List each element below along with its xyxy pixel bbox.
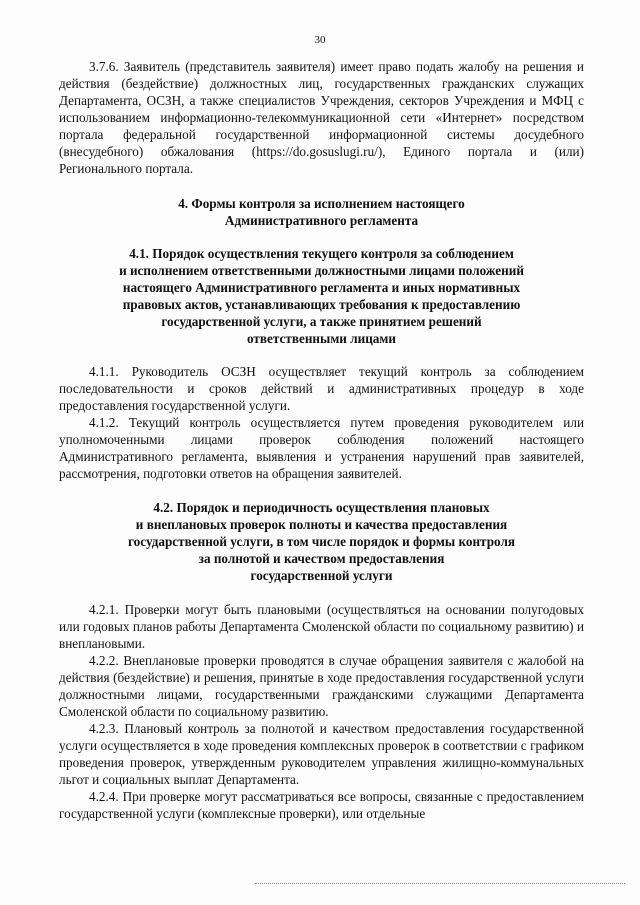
section-4-heading-line: Административного регламента bbox=[224, 213, 419, 228]
section-4-1-heading-line: настоящего Административного регламента и иных нормативных bbox=[122, 280, 521, 295]
paragraph-4-2-1: 4.2.1. Проверки могут быть плановыми (осуществляться на основании полугодовых или годовых планов работы Департамента Смоленской области по социальному развитию) и внеплановыми. bbox=[59, 602, 584, 651]
paragraph-4-2-2: 4.2.2. Внеплановые проверки проводятся в случае обращения заявителя с жалобой на действия (бездействие) и решения, принятые в ходе предоставления государственной услуги должностными лицами, государственными гражданскими служащими Департамента Смоленской области по социальному развитию. bbox=[59, 653, 584, 719]
section-4-2-heading-line: и внеплановых проверок полноты и качества предоставления bbox=[135, 517, 508, 532]
page-number: 30 bbox=[314, 34, 326, 46]
paragraph-4-1-1: 4.1.1. Руководитель ОСЗН осуществляет текущий контроль за соблюдением последовательности и сроков действий и административных процедур в ходе предоставления государственной услуги. bbox=[59, 364, 584, 413]
section-4-1-heading-line: государственной услуги, а также принятием решений bbox=[161, 314, 482, 329]
document-body bbox=[59, 58, 584, 822]
section-4-2-heading-line: государственной услуги, в том числе порядок и формы контроля bbox=[128, 534, 515, 549]
section-4-1-heading bbox=[59, 245, 584, 347]
paragraph-4-2-3: 4.2.3. Плановый контроль за полнотой и качеством предоставления государственной услуги осуществляется в ходе проведения комплексных проверок в соответствии с графиком проведения проверок, утвержденным руководителем управления жилищно-коммунальных льгот и социальных выплат Департамента. bbox=[59, 721, 584, 787]
section-4-2-heading-line: 4.2. Порядок и периодичность осуществления плановых bbox=[153, 500, 490, 515]
paragraph-4-2-4: 4.2.4. При проверке могут рассматриваться все вопросы, связанные с предоставлением государственной услуги (комплексные проверки), или отдельные bbox=[59, 789, 584, 821]
section-4-1-heading-line: правовых актов, устанавливающих требования к предоставлению bbox=[122, 297, 521, 312]
section-4-1-heading-line: ответственными лицами bbox=[247, 331, 396, 346]
section-4-2-heading-line: государственной услуги bbox=[250, 568, 393, 583]
paragraph-4-1-2: 4.1.2. Текущий контроль осуществляется путем проведения руководителем или уполномоченными лицами проверок соблюдения положений настоящего Административного регламента, выявления и устранения нарушений прав заявителей, рассмотрения, подготовки ответов на обращения заявителей. bbox=[59, 415, 584, 481]
section-4-2-heading bbox=[59, 499, 584, 584]
scan-footer-line bbox=[255, 883, 625, 884]
section-4-heading bbox=[59, 195, 584, 229]
section-4-heading-line: 4. Формы контроля за исполнением настоящего bbox=[178, 196, 465, 211]
section-4-2-heading-line: за полнотой и качеством предоставления bbox=[198, 551, 445, 566]
section-4-1-heading-line: 4.1. Порядок осуществления текущего контроля за соблюдением bbox=[129, 246, 514, 261]
paragraph-3-7-6: 3.7.6. Заявитель (представитель заявителя) имеет право подать жалобу на решения и действия (бездействие) должностных лиц, государственных гражданских служащих Департамента, ОСЗН, а также специалистов Учреждения, секторов Учреждения и МФЦ с использованием информационно-телекоммуникационной сети «Интернет» посредством портала федеральной государственной информационной системы досудебного (внесудебного) обжалования (https://do.gosuslugi.ru/), Единого портала и (или) Регионального портала. bbox=[59, 59, 584, 176]
section-4-1-heading-line: и исполнением ответственными должностными лицами положений bbox=[119, 263, 524, 278]
